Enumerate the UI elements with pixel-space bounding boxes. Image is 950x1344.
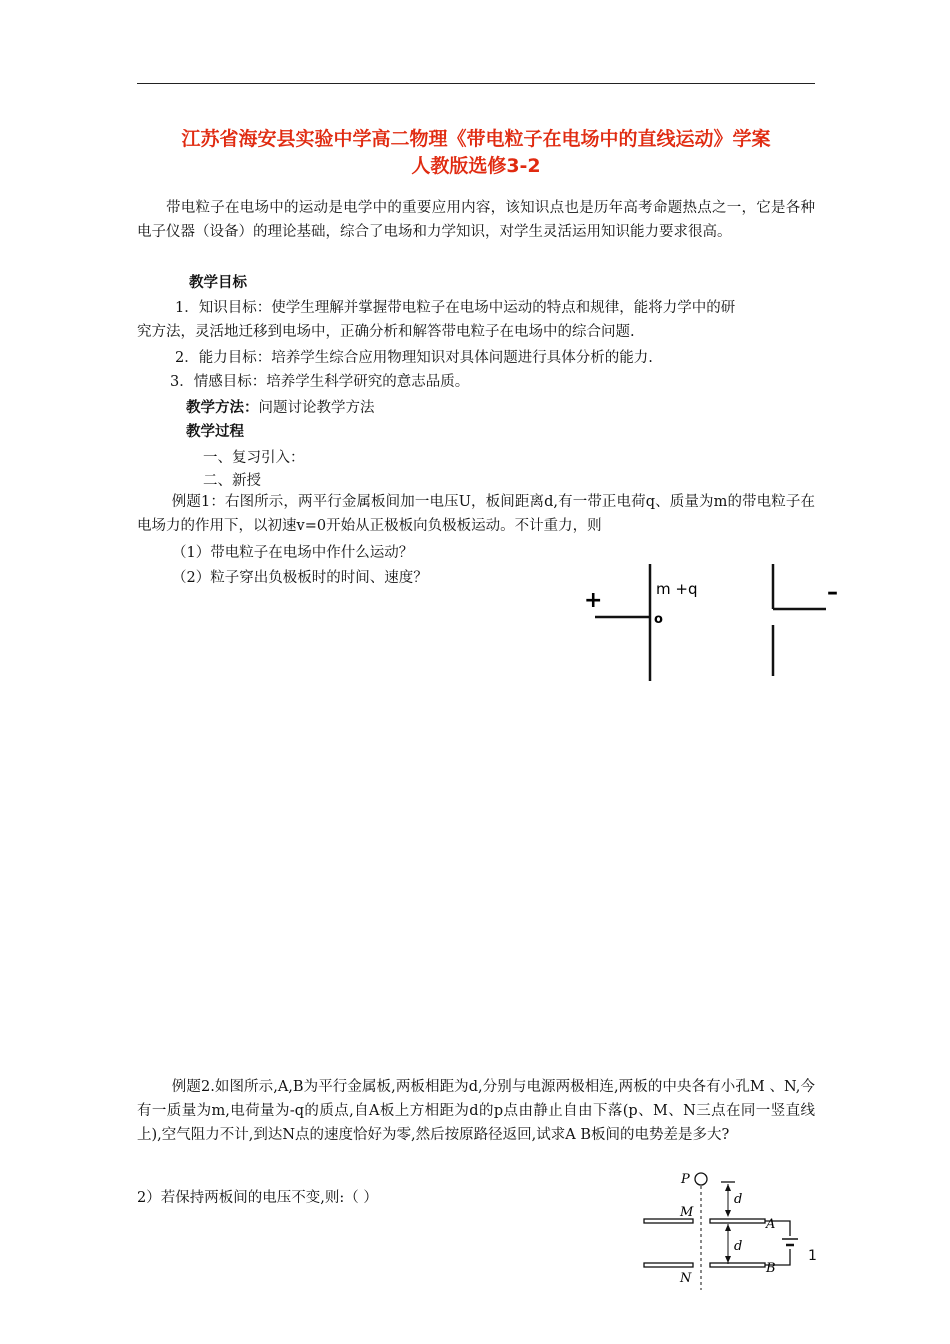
arrowhead-top-up — [725, 1184, 731, 1191]
example-1: 例题1：右图所示，两平行金属板间加一电压U，板间距离d,有一带正电荷q、质量为m的带电粒子在电场力的作用下，以初速v=0开始从正极板向负极板运动。不计重力，则 — [137, 494, 815, 534]
goal-2: 2．能力目标：培养学生综合应用物理知识对具体问题进行具体分析的能力. — [175, 350, 653, 366]
particle: o — [654, 612, 663, 627]
arrowhead-bottom-down — [725, 1256, 731, 1263]
label-p: P — [681, 1172, 690, 1187]
document-title: 江苏省海安县实验中学高二物理《带电粒子在电场中的直线运动》学案 — [181, 128, 771, 150]
arrowhead-top-down — [725, 1210, 731, 1217]
positive-sign: + — [584, 588, 603, 613]
step-new-lesson: 二、新授 — [203, 473, 261, 489]
label-d-top: d — [734, 1192, 743, 1207]
plate-a-right — [710, 1219, 765, 1223]
label-d-bottom: d — [734, 1239, 743, 1254]
negative-sign: – — [827, 580, 838, 605]
example-1-question-1: （1）带电粒子在电场中作什么运动？ — [172, 545, 414, 561]
figure-parallel-plates — [570, 555, 850, 690]
intro-paragraph: 带电粒子在电场中的运动是电学中的重要应用内容，该知识点也是历年高考命题热点之一，它是各种电子仪器（设备）的理论基础，综合了电场和力学知识，对学生灵活运用知识能力要求很高。 — [137, 200, 815, 240]
arrowhead-bottom-up — [725, 1224, 731, 1231]
goal-1-line-2: 究方法，灵活地迁移到电场中，正确分析和解答带电粒子在电场中的综合问题. — [137, 324, 635, 340]
label-a: A — [766, 1217, 776, 1232]
document-subtitle: 人教版选修3-2 — [411, 155, 541, 177]
plate-b-right — [710, 1263, 765, 1267]
plate-b-left — [644, 1263, 693, 1267]
process-heading: 教学过程 — [186, 424, 244, 440]
step-review: 一、复习引入： — [203, 450, 305, 466]
label-b: B — [766, 1261, 776, 1276]
figure-plates-ab — [630, 1164, 815, 1292]
teaching-method — [186, 396, 375, 420]
label-n: N — [680, 1271, 692, 1286]
mass-charge-label: m +q — [656, 580, 698, 598]
goal-1-line-1: 1．知识目标：使学生理解并掌握带电粒子在电场中运动的特点和规律，能将力学中的研 — [175, 300, 736, 316]
header-rule — [137, 83, 815, 84]
teaching-method-text: 问题讨论教学方法 — [258, 400, 375, 416]
example-1-question-2: （2）粒子穿出负极板时的时间、速度？ — [172, 570, 428, 586]
goal-3: 3．情感目标：培养学生科学研究的意志品质。 — [170, 374, 470, 390]
point-p — [695, 1173, 707, 1185]
question-2: 2）若保持两板间的电压不变,则:（ ） — [137, 1190, 378, 1206]
goals-heading: 教学目标 — [189, 275, 247, 291]
teaching-method-label: 教学方法： — [186, 400, 259, 416]
label-m: M — [680, 1205, 694, 1220]
example-2: 例题2.如图所示,A,B为平行金属板,两板相距为d,分别与电源两极相连,两板的中央各有小孔M 、N,今有一质量为m,电荷量为-q的质点,自A板上方相距为d的p点由静止自由下落(p、M、N三点在同一竖直线上),空气阻力不计,到达N点的速度恰好为零,然后按原路径返回,试求A B板间的电势差是多大? — [137, 1079, 815, 1143]
page-number: 1 — [808, 1248, 817, 1264]
